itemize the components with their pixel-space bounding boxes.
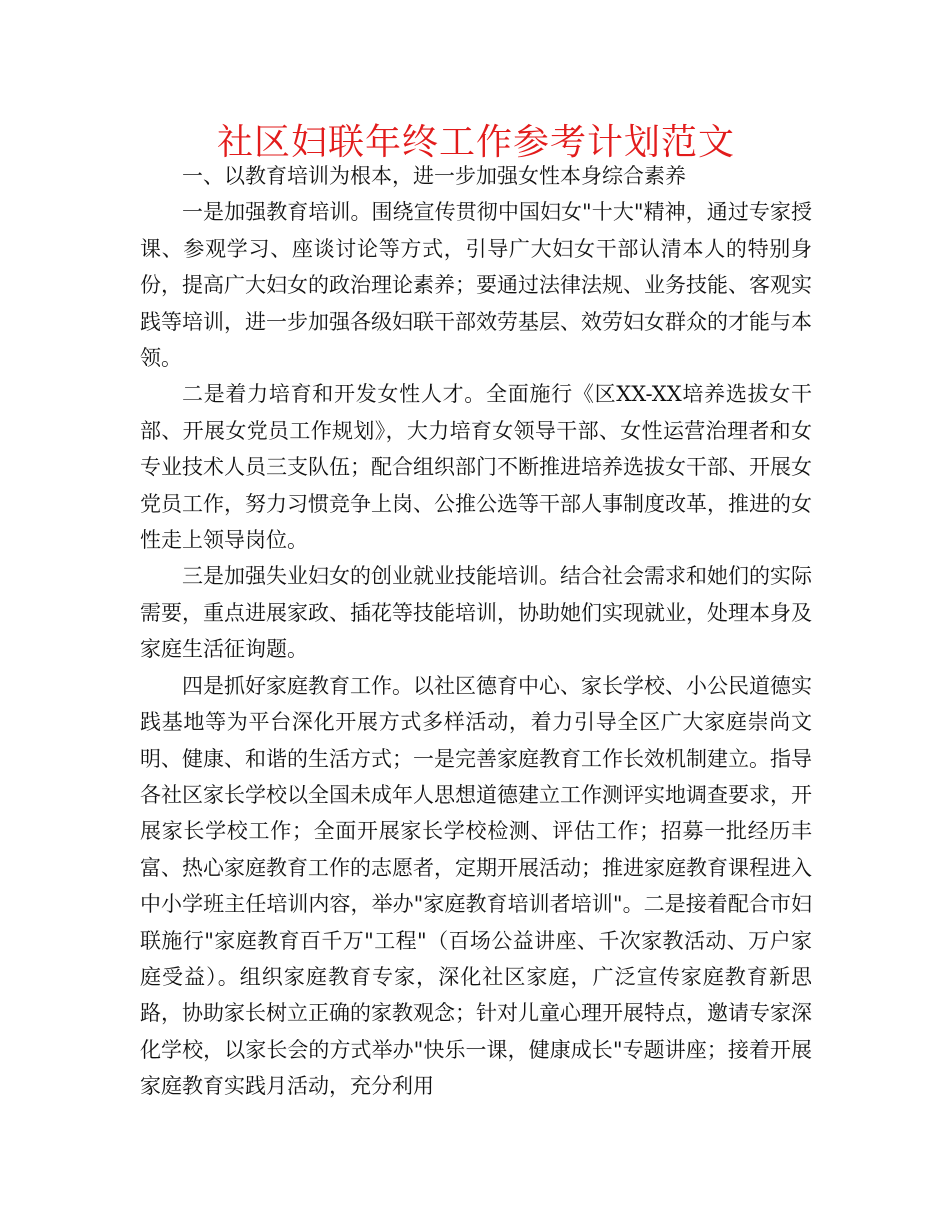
paragraph-employment-training: 三是加强失业妇女的创业就业技能培训。结合社会需求和她们的实际需要，重点进展家政、插花等技能培训，协助她们实现就业，处理本身及家庭生活征询题。 [140,564,812,662]
paragraph-family-education: 四是抓好家庭教育工作。以社区德育中心、家长学校、小公民道德实践基地等为平台深化开展方式多样活动，着力引导全区广大家庭崇尚文明、健康、和谐的生活方式；一是完善家庭教育工作长效机制建立。指导各社区家长学校以全国未成年人思想道德建立工作测评实地调查要求，开展家长学校工作；全面开展家长学校检测、评估工作；招募一批经历丰富、热心家庭教育工作的志愿者，定期开展活动；推进家庭教育课程进入中小学班主任培训内容，举办"家庭教育培训者培训"。二是接着配合市妇联施行"家庭教育百千万"工程"（百场公益讲座、千次家教活动、万户家庭受益）。组织家庭教育专家，深化社区家庭，广泛宣传家庭教育新思路，协助家长树立正确的家教观念；针对儿童心理开展特点，邀请专家深化学校，以家长会的方式举办"快乐一课，健康成长"专题讲座；接着开展家庭教育实践月活动，充分利用 [140,673,812,1099]
paragraph-education-training: 一是加强教育培训。围绕宣传贯彻中国妇女"十大"精神，通过专家授课、参观学习、座谈讨论等方式，引导广大妇女干部认清本人的特别身份，提高广大妇女的政治理论素养；要通过法律法规、业务技能、客观实践等培训，进一步加强各级妇联干部效劳基层、效劳妇女群众的才能与本领。 [140,200,812,371]
document-title: 社区妇联年终工作参考计划范文 [216,122,735,163]
paragraph-female-talent: 二是着力培育和开发女性人才。全面施行《区XX-XX培养选拔女干部、开展女党员工作规划》，大力培育女领导干部、女性运营治理者和女专业技术人员三支队伍；配合组织部门不断推进培养选拔女干部、开展女党员工作，努力习惯竞争上岗、公推公选等干部人事制度改革，推进的女性走上领导岗位。 [140,382,812,553]
document-page [140,118,812,1105]
section-heading-1: 一、以教育培训为根本，进一步加强女性本身综合素养 [182,164,686,188]
